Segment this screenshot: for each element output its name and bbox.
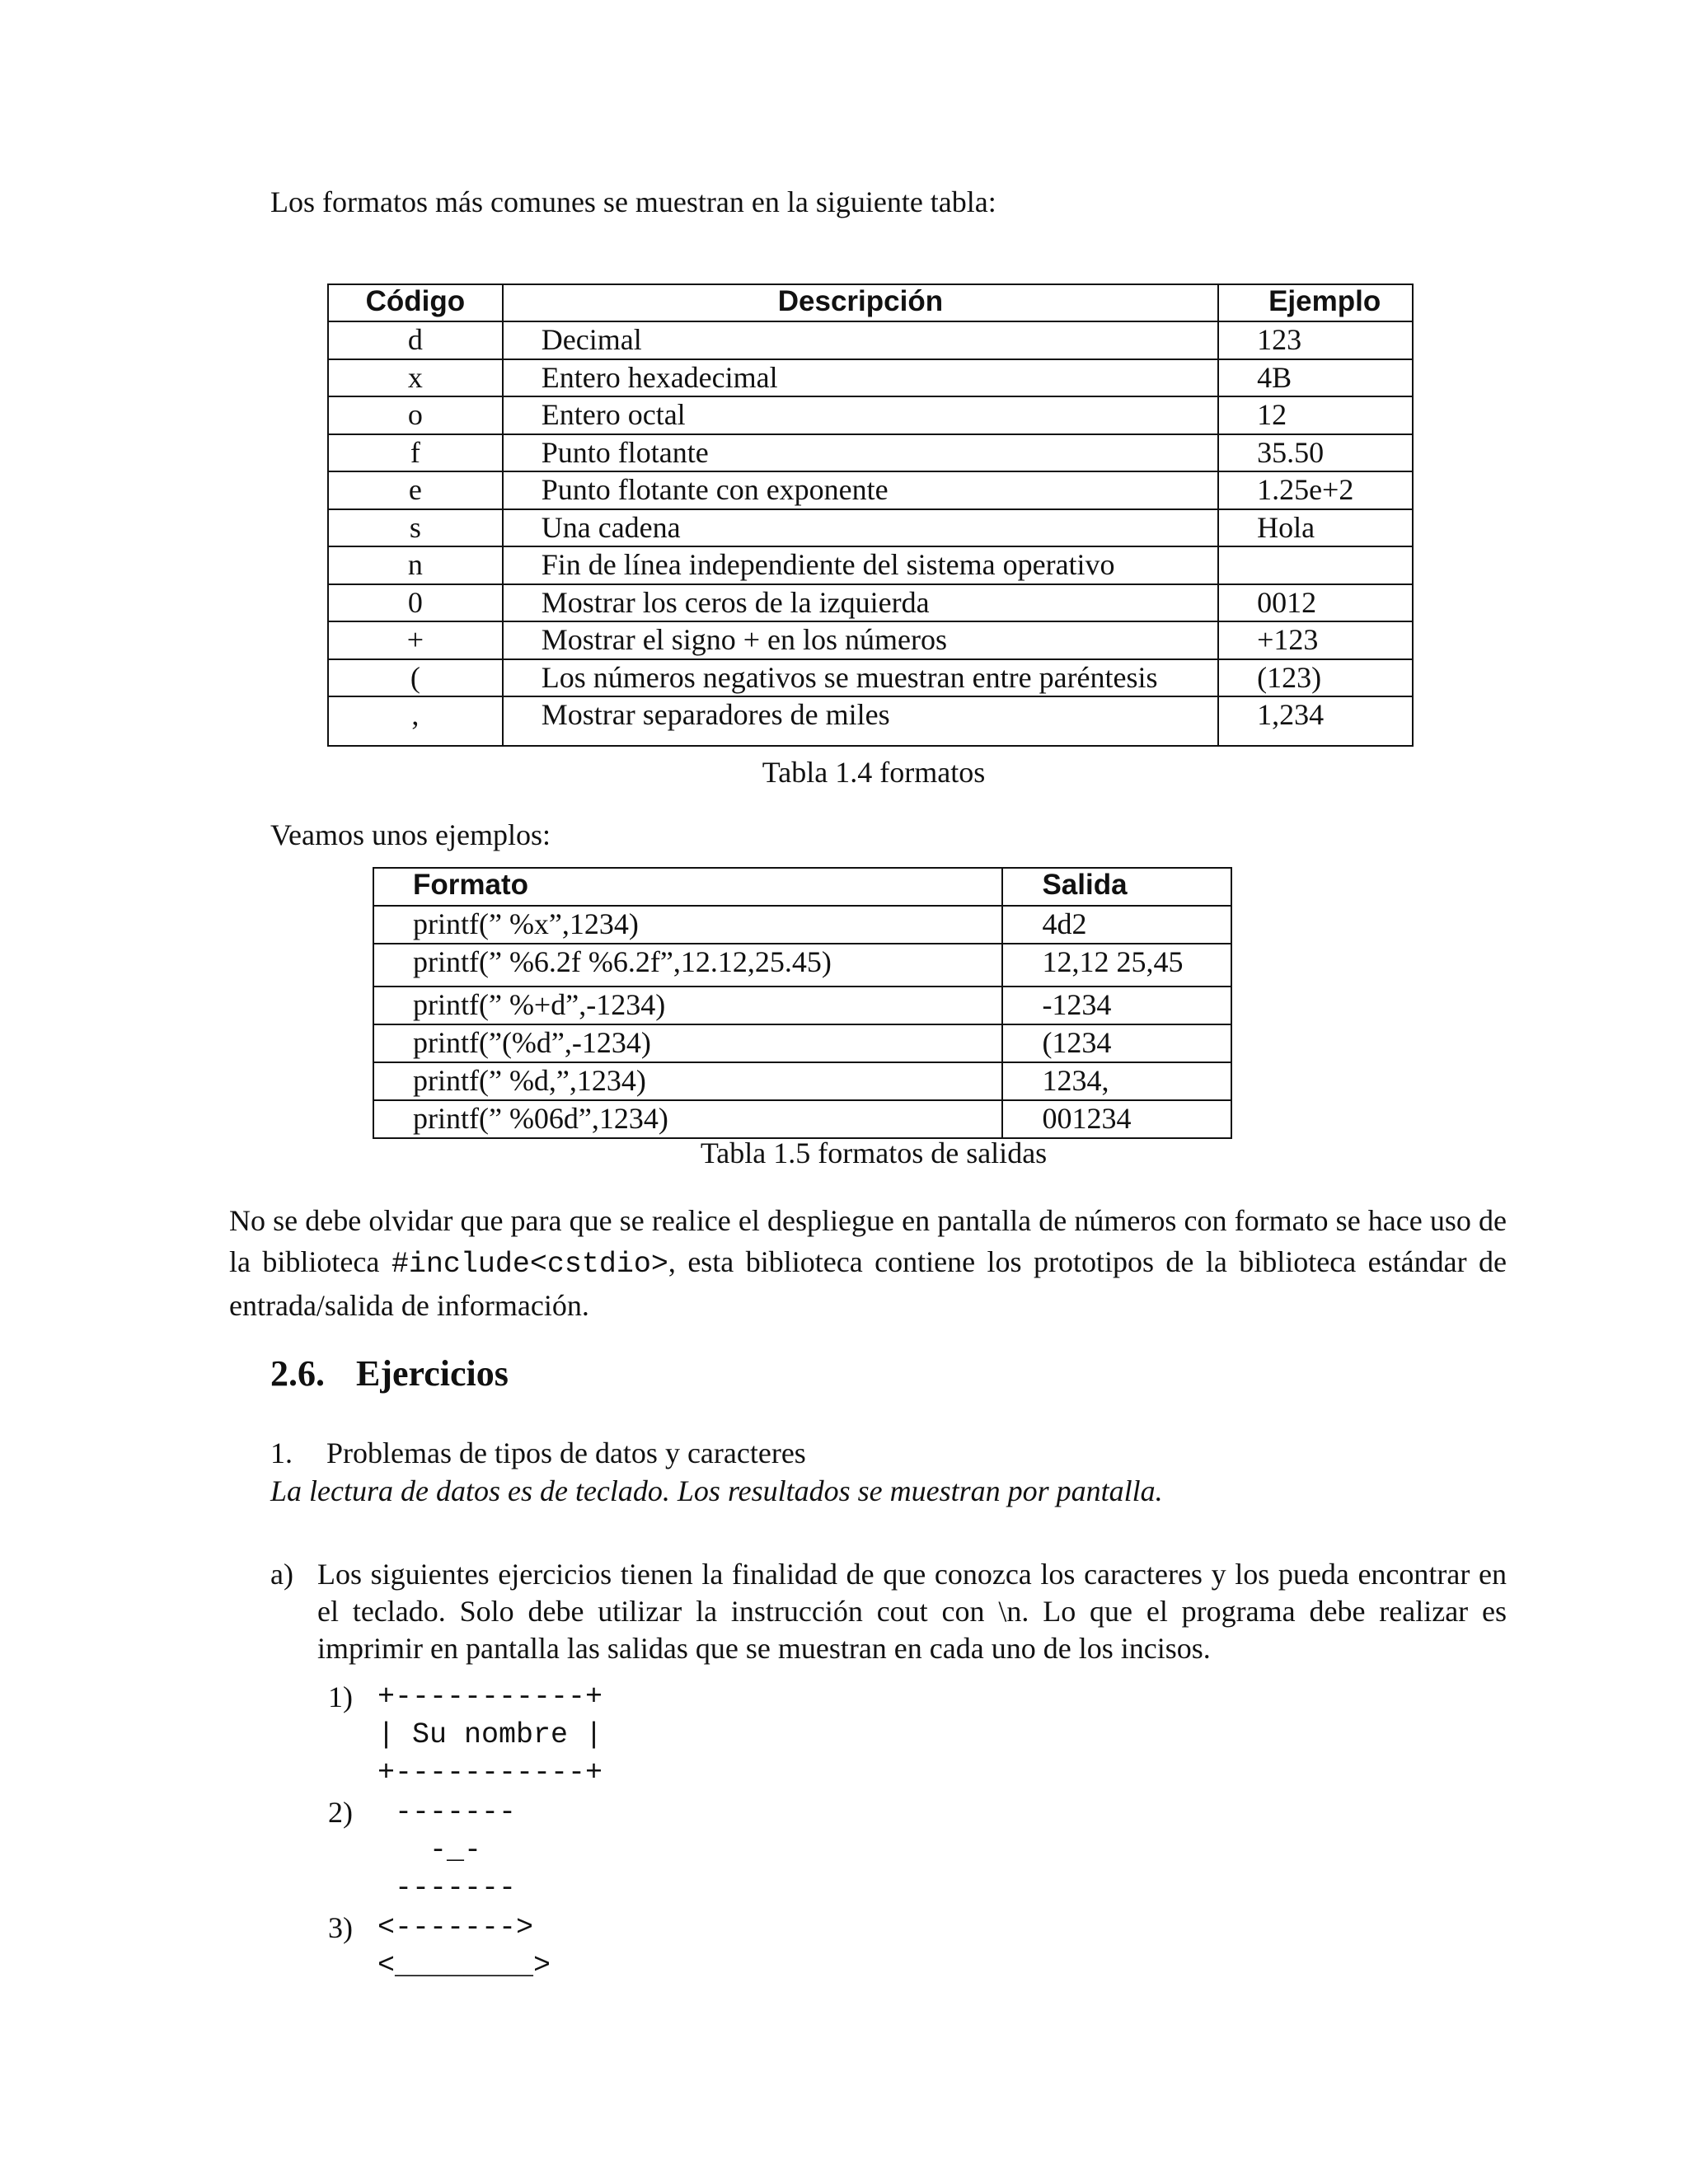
format-description: Mostrar el signo + en los números: [503, 621, 1218, 659]
format-code: d: [328, 321, 503, 359]
format-code: f: [328, 434, 503, 472]
exercise-label: 3): [328, 1911, 353, 1944]
ascii-line: +-----------+: [377, 1680, 603, 1713]
header-output: Salida: [1002, 868, 1231, 906]
printf-output: -1234: [1002, 987, 1231, 1024]
exercise-label: 1): [328, 1680, 353, 1713]
format-code: +: [328, 621, 503, 659]
format-example: Hola: [1218, 509, 1413, 547]
printf-call: printf(” %+d”,-1234): [373, 987, 1002, 1024]
paragraph-text: , esta biblioteca contiene los prototipos de la biblioteca estándar de entrada/salida de información.: [229, 1245, 1507, 1322]
intro-text: Los formatos más comunes se muestran en la siguiente tabla:: [270, 185, 996, 218]
examples-intro: Veamos unos ejemplos:: [270, 818, 551, 851]
table-row: [373, 906, 1231, 944]
table-row: [328, 621, 1413, 659]
format-description: Fin de línea independiente del sistema operativo: [503, 546, 1218, 584]
printf-call: printf(”(%d”,-1234): [373, 1024, 1002, 1062]
format-code: 0: [328, 584, 503, 622]
printf-call: printf(” %06d”,1234): [373, 1100, 1002, 1138]
format-example: 35.50: [1218, 434, 1413, 472]
table-row: [328, 359, 1413, 397]
ascii-art-block: [377, 1909, 551, 1985]
table-row: [373, 1024, 1231, 1062]
format-description: Los números negativos se muestran entre paréntesis: [503, 659, 1218, 697]
table-row: [328, 509, 1413, 547]
ascii-line: -------: [377, 1872, 517, 1905]
format-code: ,: [328, 696, 503, 746]
printf-call: printf(” %x”,1234): [373, 906, 1002, 944]
format-code: e: [328, 471, 503, 509]
format-example: 1.25e+2: [1218, 471, 1413, 509]
format-description: Mostrar separadores de miles: [503, 696, 1218, 746]
table-row: [328, 471, 1413, 509]
format-description: Punto flotante: [503, 434, 1218, 472]
format-description: Mostrar los ceros de la izquierda: [503, 584, 1218, 622]
header-format: Formato: [373, 868, 1002, 906]
item-text: Problemas de tipos de datos y caracteres: [326, 1436, 806, 1469]
table-row: [328, 321, 1413, 359]
ascii-line: <________>: [377, 1949, 551, 1982]
format-example: [1218, 546, 1413, 584]
ascii-line: -------: [377, 1796, 517, 1829]
format-description: Decimal: [503, 321, 1218, 359]
format-example: 1,234: [1218, 696, 1413, 746]
format-description: Entero hexadecimal: [503, 359, 1218, 397]
item-number: 1.: [270, 1436, 293, 1469]
cstdio-paragraph: [229, 1200, 1507, 1326]
printf-output: 001234: [1002, 1100, 1231, 1138]
exercise-label: 2): [328, 1796, 353, 1829]
include-code: #include<cstdio>: [391, 1248, 668, 1281]
table-caption: Tabla 1.5 formatos de salidas: [700, 1137, 1048, 1169]
printf-output: 1234,: [1002, 1062, 1231, 1100]
printf-call: printf(” %6.2f %6.2f”,12.12,25.45): [373, 944, 1002, 987]
format-example: +123: [1218, 621, 1413, 659]
item-text: Los siguientes ejercicios tienen la finalidad de que conozca los caracteres y los pueda encontrar en el teclado. Solo debe utilizar la instrucción cout con \n. Lo que el programa debe realizar es imprimir en pantalla las salidas que se muestran en cada uno de los incisos.: [317, 1558, 1507, 1665]
format-description: Punto flotante con exponente: [503, 471, 1218, 509]
table-row: [328, 696, 1413, 746]
printf-output: 12,12 25,45: [1002, 944, 1231, 987]
output-examples-table: [373, 867, 1232, 1139]
header-example: Ejemplo: [1218, 284, 1413, 321]
section-number: 2.6.: [270, 1353, 325, 1394]
format-example: 0012: [1218, 584, 1413, 622]
format-code: o: [328, 396, 503, 434]
format-code: s: [328, 509, 503, 547]
section-title: Ejercicios: [356, 1353, 509, 1394]
ascii-art-block: [377, 1793, 516, 1907]
ascii-art-block: [377, 1678, 603, 1792]
ascii-line: <------->: [377, 1911, 534, 1944]
item-label: a): [270, 1558, 293, 1591]
printf-output: 4d2: [1002, 906, 1231, 944]
table-row: [373, 944, 1231, 987]
table-row: [373, 1062, 1231, 1100]
format-code: x: [328, 359, 503, 397]
ascii-line: | Su nombre |: [377, 1718, 603, 1751]
printf-output: (1234: [1002, 1024, 1231, 1062]
ascii-line: +-----------+: [377, 1756, 603, 1789]
format-example: (123): [1218, 659, 1413, 697]
header-code: Código: [328, 284, 503, 321]
section-heading: [270, 1352, 509, 1396]
format-example: 12: [1218, 396, 1413, 434]
table-row: [328, 434, 1413, 472]
header-description: Descripción: [503, 284, 1218, 321]
table-row: [373, 1100, 1231, 1138]
table-header-row: [373, 868, 1231, 906]
list-item: [270, 1434, 806, 1472]
formats-table: [327, 284, 1414, 747]
format-description: Una cadena: [503, 509, 1218, 547]
table-header-row: [328, 284, 1413, 321]
table-row: [373, 987, 1231, 1024]
format-code: (: [328, 659, 503, 697]
table-caption: Tabla 1.4 formatos: [762, 756, 986, 789]
italic-note: La lectura de datos es de teclado. Los resultados se muestran por pantalla.: [270, 1474, 1163, 1507]
format-example: 123: [1218, 321, 1413, 359]
format-code: n: [328, 546, 503, 584]
exercise-item-a: [270, 1556, 1507, 1667]
ascii-line: -_-: [377, 1834, 482, 1867]
table-row: [328, 546, 1413, 584]
printf-call: printf(” %d,”,1234): [373, 1062, 1002, 1100]
table-row: [328, 396, 1413, 434]
format-description: Entero octal: [503, 396, 1218, 434]
table-row: [328, 584, 1413, 622]
table-row: [328, 659, 1413, 697]
paragraph-text: No se debe olvidar que para que se realice el despliegue en pantalla de números con formato se hace uso de la biblioteca: [229, 1204, 1507, 1278]
format-example: 4B: [1218, 359, 1413, 397]
